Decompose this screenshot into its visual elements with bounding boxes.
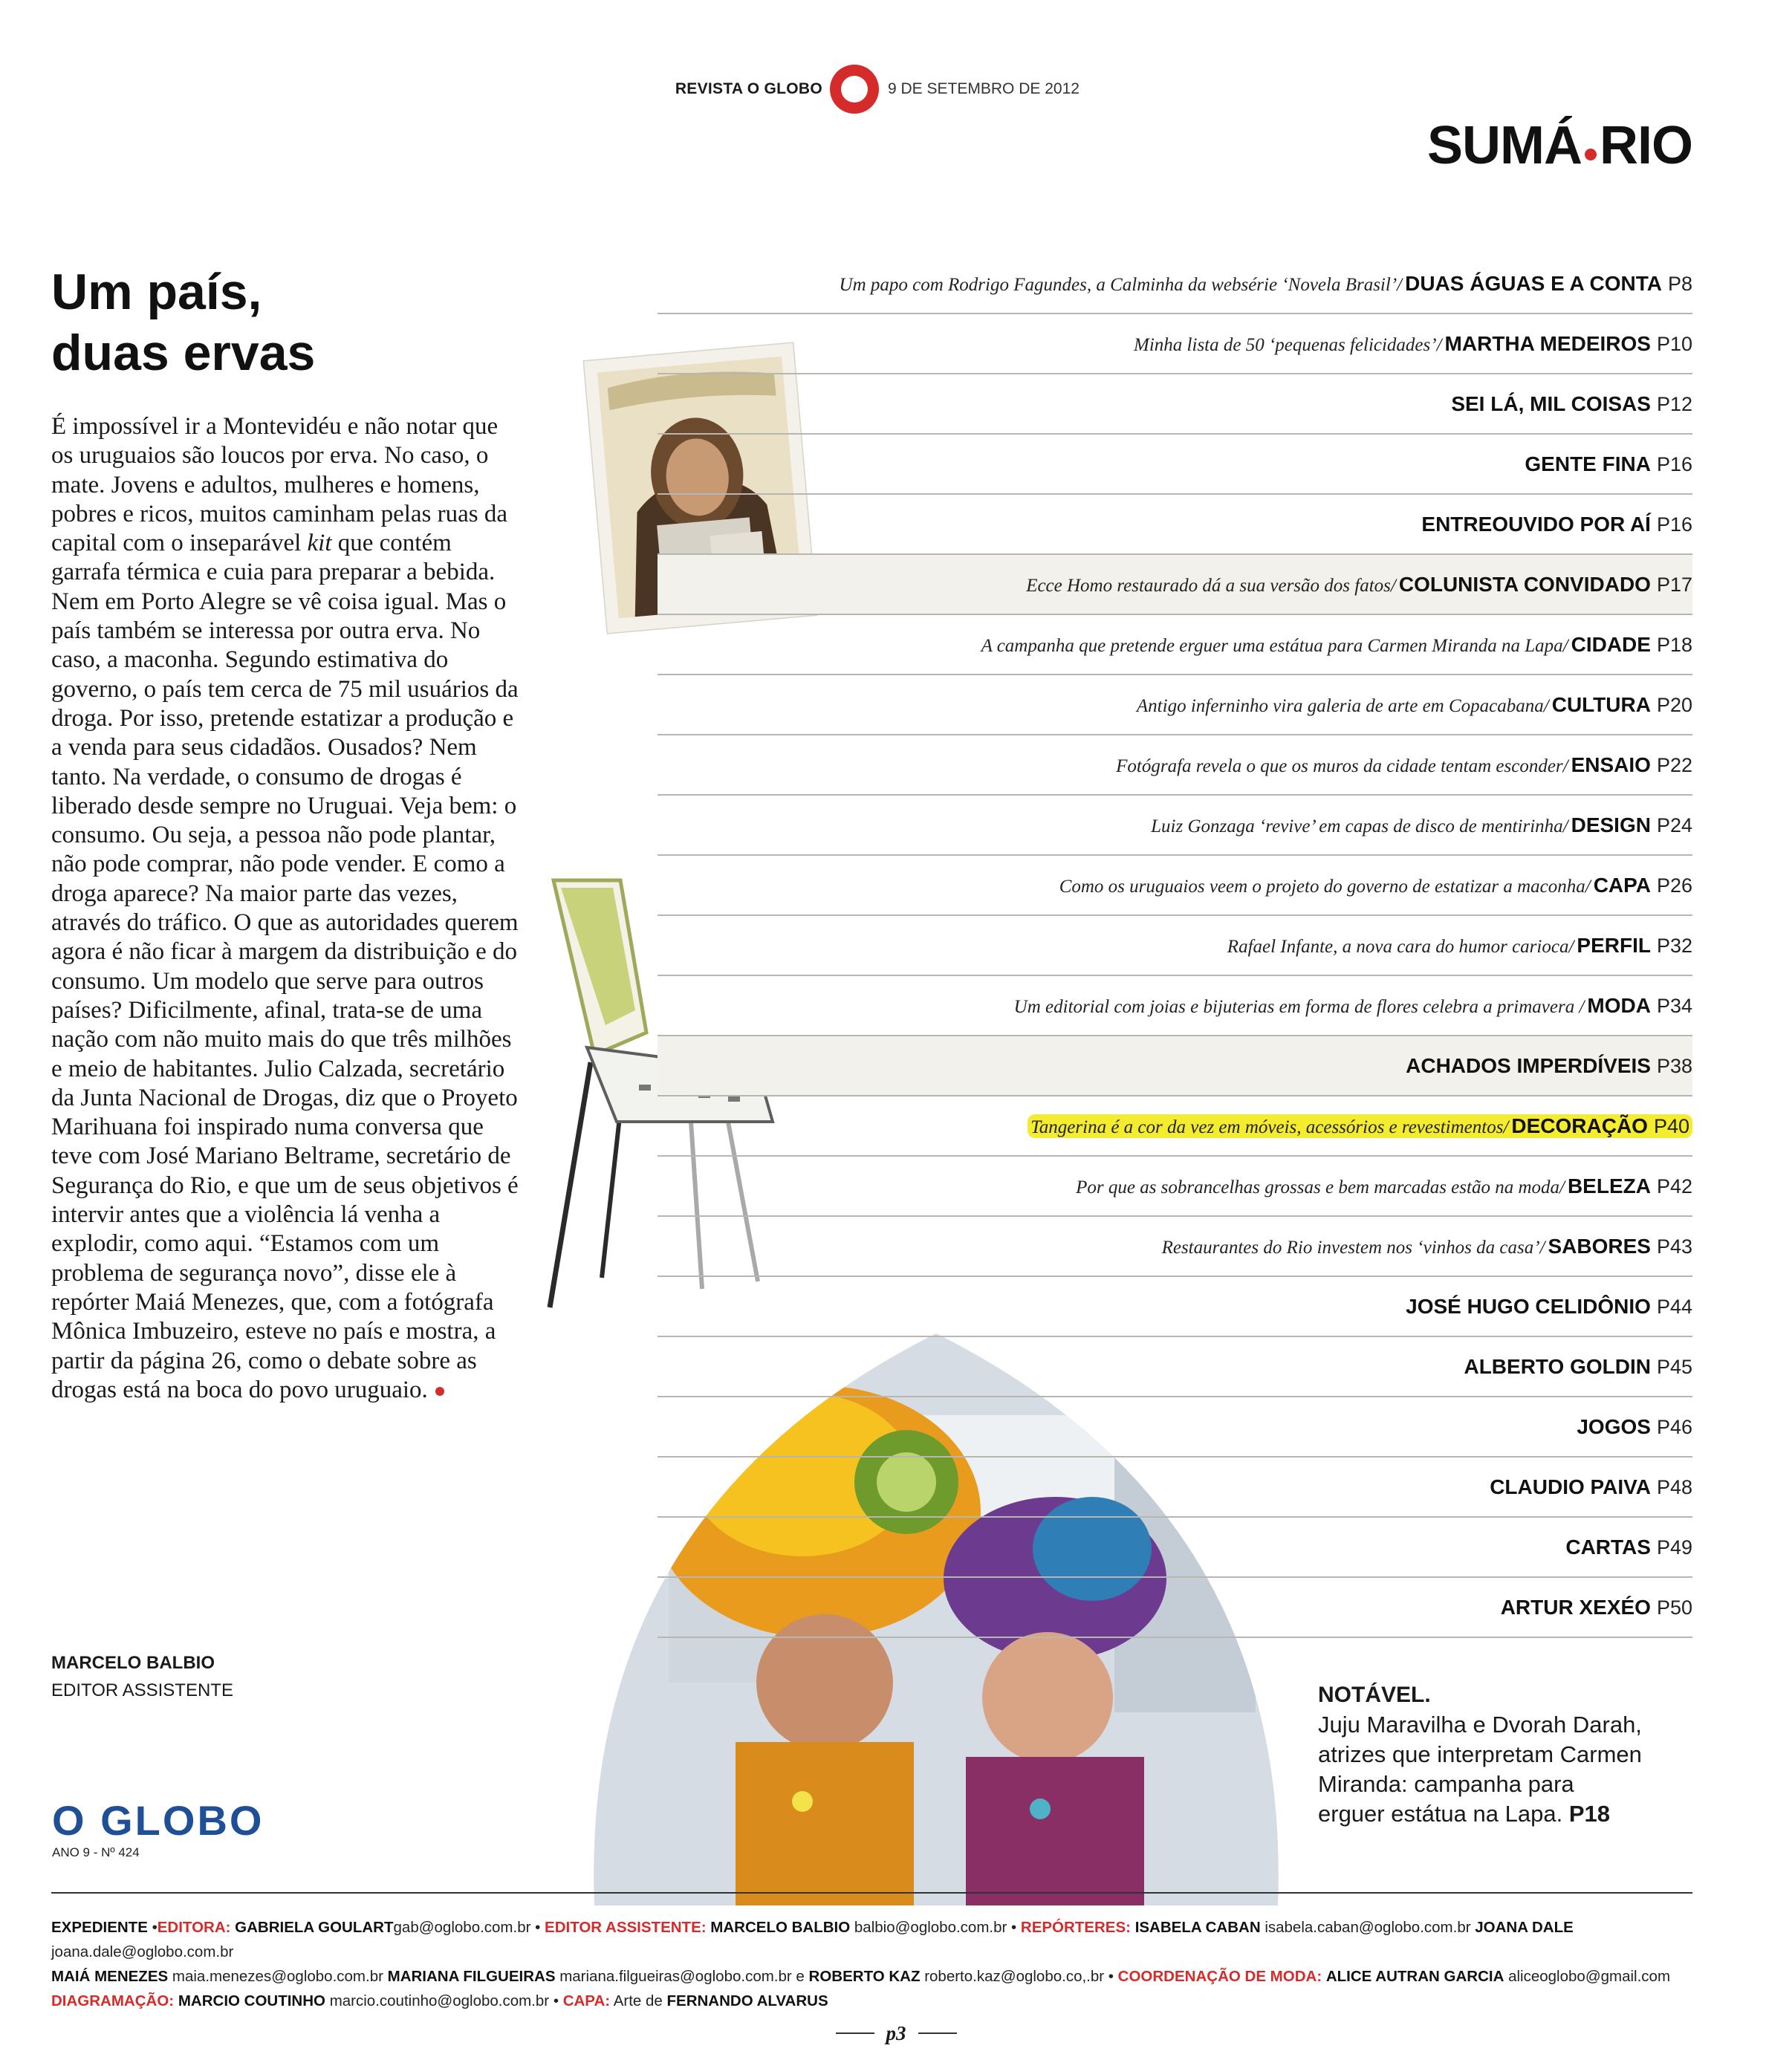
caption-title: NOTÁVEL. (1318, 1683, 1431, 1707)
toc-description: Por que as sobrancelhas grossas e bem marcadas estão na moda/ (1076, 1177, 1565, 1198)
toc-page-ref: P26 (1656, 874, 1692, 897)
toc-section: BELEZA (1567, 1174, 1651, 1198)
cover-label: CAPA: (562, 1992, 611, 2009)
toc-entry (1448, 392, 1692, 416)
toc-description: Minha lista de 50 ‘pequenas felicidades’/ (1134, 334, 1442, 355)
cover-artist: FERNANDO ALVARUS (666, 1992, 828, 2009)
toc-entry (1418, 513, 1692, 536)
toc-page-ref: P24 (1656, 813, 1692, 836)
editorial-title-line-2: duas ervas (51, 325, 316, 381)
toc-entry (1522, 452, 1692, 476)
expediente-divider (51, 1892, 1692, 1894)
editorial-text-kit: kit (307, 530, 332, 557)
title-dot-icon (1585, 149, 1597, 160)
toc-page-ref: P42 (1656, 1174, 1692, 1198)
toc-page-ref: P49 (1656, 1536, 1692, 1559)
toc-page-ref: P50 (1656, 1596, 1692, 1619)
toc-entry (1026, 573, 1692, 597)
toc-page-ref: P16 (1656, 452, 1692, 475)
toc-entry (981, 633, 1692, 657)
toc-page-ref: P44 (1656, 1295, 1692, 1318)
toc-page-ref: P10 (1656, 332, 1692, 355)
toc-description: Luiz Gonzaga ‘revive’ em capas de disco de mentirinha/ (1151, 816, 1568, 836)
toc-description: Ecce Homo restaurado dá a sua versão dos fatos/ (1026, 575, 1396, 596)
toc-section: DUAS ÁGUAS E A CONTA (1405, 271, 1662, 295)
photo-caption (1318, 1680, 1645, 1829)
toc-section: SABORES (1548, 1234, 1651, 1258)
toc-section: DECORAÇÃO (1511, 1114, 1648, 1137)
magazine-name: REVISTA O GLOBO (675, 80, 822, 97)
toc-row (658, 555, 1692, 615)
toc-entry (1227, 934, 1692, 958)
toc-description: Um editorial com joias e bijuterias em forma de flores celebra a primavera / (1013, 996, 1585, 1017)
toc-section: JOSÉ HUGO CELIDÔNIO (1406, 1294, 1651, 1318)
fashion-name: ALICE AUTRAN GARCIA (1325, 1968, 1504, 1985)
toc-row (658, 1217, 1692, 1277)
toc-entry (1487, 1475, 1692, 1499)
toc-row (658, 374, 1692, 435)
toc-page-ref: P40 (1653, 1114, 1689, 1137)
toc-row (658, 1397, 1692, 1458)
toc-entry (1151, 813, 1692, 837)
masthead (0, 59, 1792, 119)
toc-page-ref: P34 (1656, 994, 1692, 1017)
toc-row (658, 735, 1692, 796)
reporter-2-name: JOANA DALE (1475, 1919, 1574, 1936)
editorial-signature-role: EDITOR ASSISTENTE (51, 1680, 233, 1700)
toc-row (658, 1578, 1692, 1638)
toc-row (658, 615, 1692, 675)
toc-row (658, 1036, 1692, 1096)
editora-label: EDITORA: (157, 1919, 231, 1936)
end-mark-icon (435, 1387, 444, 1396)
toc-row (658, 495, 1692, 555)
toc-row (658, 856, 1692, 916)
toc-section: MODA (1587, 993, 1651, 1017)
reporter-2-email: joana.dale@oglobo.com.br (51, 1943, 234, 1960)
editora-name: GABRIELA GOULART (235, 1919, 394, 1936)
toc-section: GENTE FINA (1525, 452, 1651, 475)
toc-page-ref: P45 (1656, 1355, 1692, 1378)
toc-page-ref: P20 (1656, 693, 1692, 716)
page-title-part-1: SUMÁ (1426, 116, 1582, 175)
editorial-signature-name: MARCELO BALBIO (51, 1653, 215, 1673)
toc-section: CAPA (1593, 873, 1651, 897)
toc-entry (1134, 332, 1692, 356)
editorial-text-1: É impossível ir a Montevidéu e não notar que os uruguaios são loucos por erva. No caso, o mate. Jovens e adultos, mulheres e homens, pobres e ricos, muitos caminham pelas ruas da capital com o inseparável (51, 413, 507, 557)
toc-description: Antigo inferninho vira galeria de arte em Copacabana/ (1136, 695, 1549, 716)
toc-page-ref: P32 (1656, 934, 1692, 957)
toc-section: CIDADE (1571, 632, 1651, 656)
toc-section: CLAUDIO PAIVA (1490, 1475, 1651, 1498)
toc-row (658, 435, 1692, 495)
layout-email: marcio.coutinho@oglobo.com.br (329, 1992, 550, 2009)
reporter-3-name: MAIÁ MENEZES (51, 1968, 169, 1985)
assistant-label: EDITOR ASSISTENTE: (545, 1919, 707, 1936)
toc-entry (1403, 1295, 1692, 1319)
toc-description: Rafael Infante, a nova cara do humor carioca/ (1227, 936, 1574, 957)
toc-description: Um papo com Rodrigo Fagundes, a Calminha da websérie ‘Novela Brasil’/ (839, 274, 1403, 295)
page-number (0, 2022, 1792, 2045)
reporter-3-email: maia.menezes@oglobo.com.br (172, 1968, 383, 1985)
toc-page-ref: P18 (1656, 633, 1692, 656)
fashion-email: aliceoglobo@gmail.com (1508, 1968, 1671, 1985)
toc-section: PERFIL (1577, 933, 1651, 957)
folio-dash-right (918, 2032, 957, 2034)
reporter-1-name: ISABELA CABAN (1134, 1919, 1261, 1936)
toc-page-ref: P48 (1656, 1475, 1692, 1498)
expediente: EXPEDIENTE •EDITORA: GABRIELA GOULARTgab@oglobo.com.br • EDITOR ASSISTENTE: MARCELO BALBIO balbio@oglobo.com.br • REPÓRTERES: ISABELA CABAN isabela.caban@oglobo.com.br JOANA DALE joana.dale@oglobo.com.br MAIÁ MENEZES maia.menezes@oglobo.com.br MARIANA FILGUEIRAS mariana.filgueiras@oglobo.com.br e ROBERTO KAZ roberto.kaz@oglobo.co,.br • COORDENAÇÃO DE MODA: ALICE AUTRAN GARCIA aliceoglobo@gmail.com DIAGRAMAÇÃO: MARCIO COUTINHO marcio.coutinho@oglobo.com.br • CAPA: Arte de FERNANDO ALVARUS (51, 1919, 1671, 2009)
toc-row (658, 796, 1692, 856)
toc-page-ref: P8 (1667, 272, 1692, 295)
toc-section: ALBERTO GOLDIN (1464, 1354, 1651, 1378)
toc-section: MARTHA MEDEIROS (1444, 331, 1651, 355)
toc-row (658, 675, 1692, 735)
toc-row (658, 1518, 1692, 1578)
editorial-body (51, 412, 521, 1405)
caption-page-ref: P18 (1568, 1801, 1610, 1827)
reporter-4-name: MARIANA FILGUEIRAS (387, 1968, 556, 1985)
toc-page-ref: P43 (1656, 1235, 1692, 1258)
toc-entry (1076, 1174, 1692, 1198)
toc-section: SEI LÁ, MIL COISAS (1451, 391, 1651, 415)
toc-row (658, 1157, 1692, 1217)
globo-ring-logo-icon (825, 59, 884, 119)
editorial-title (51, 261, 527, 383)
toc-row (658, 976, 1692, 1036)
toc-section: DESIGN (1571, 813, 1651, 836)
toc-section: ACHADOS IMPERDÍVEIS (1406, 1053, 1651, 1077)
toc-section: ENSAIO (1571, 753, 1651, 776)
issue-number: ANO 9 - Nº 424 (52, 1845, 140, 1859)
editora-email: gab@oglobo.com.br (393, 1919, 531, 1936)
toc-section: JOGOS (1577, 1414, 1651, 1438)
issue-date: 9 DE SETEMBRO DE 2012 (888, 80, 1080, 97)
layout-name: MARCIO COUTINHO (178, 1992, 325, 2009)
cover-text: Arte de (613, 1992, 663, 2009)
toc-entry (1014, 994, 1692, 1018)
toc-section: COLUNISTA CONVIDADO (1398, 572, 1651, 596)
toc-page-ref: P22 (1656, 753, 1692, 776)
toc-entry (1574, 1415, 1692, 1439)
toc-page-ref: P12 (1656, 392, 1692, 415)
assistant-name: MARCELO BALBIO (710, 1919, 851, 1936)
toc-entry (1116, 753, 1692, 777)
toc-description: Restaurantes do Rio investem nos ‘vinhos da casa’/ (1161, 1237, 1545, 1258)
toc-row (658, 1277, 1692, 1337)
toc-page-ref: P38 (1656, 1054, 1692, 1077)
toc-entry (840, 272, 1692, 296)
toc-page-ref: P17 (1656, 573, 1692, 596)
toc-row (658, 1337, 1692, 1397)
toc-row (658, 314, 1692, 374)
toc-row (658, 254, 1692, 314)
toc-entry (1028, 1114, 1692, 1138)
toc-description: Tangerina é a cor da vez em móveis, acessórios e revestimentos/ (1030, 1117, 1509, 1137)
page-title-part-2: RIO (1599, 116, 1692, 175)
folio-dash-left (836, 2032, 874, 2034)
toc-section: ENTREOUVIDO POR AÍ (1421, 512, 1651, 536)
toc-entry (1498, 1596, 1692, 1619)
toc-section: CULTURA (1551, 692, 1651, 716)
editorial-text-2: que contém garrafa térmica e cuia para preparar a bebida. Nem em Porto Alegre se vê coisa igual. Mas o país também se interessa por outra erva. No caso, a maconha. Segundo estimativa do governo, o país tem cerca de 75 mil usuários da droga. Por isso, pretende estatizar a produção e a venda para seus cidadãos. Ousados? Nem tanto. Na verdade, o consumo de drogas é liberado desde sempre no Uruguai. Veja bem: o consumo. Ou seja, a pessoa não pode plantar, não pode comprar, não pode vender. E como a droga aparece? Na maior parte das vezes, através do tráfico. O que as autoridades querem agora é não ficar à margem da distribuição e do consumo. Um modelo que serve para outros países? Dificilmente, afinal, trata-se de uma nação com não muito mais do que três milhões e meio de habitantes. Julio Calzada, secretário da Junta Nacional de Drogas, diz que o Proyeto Marihuana foi inspirado numa conversa que teve com José Mariano Beltrame, secretário de Segurança do Rio, e que um de seus objetivos é intervir antes que a violência lá venha a explodir, como aqui. “Estamos com um problema de segurança novo”, disse ele à repórter Maiá Menezes, que, com a fotógrafa Mônica Imbuzeiro, esteve no país e mostra, a partir da página 26, como o debate sobre as drogas está na boca do povo uruguaio. (51, 530, 519, 1403)
page-number-text: p3 (886, 2022, 906, 2044)
layout-label: DIAGRAMAÇÃO: (51, 1992, 175, 2009)
toc-entry (1562, 1536, 1692, 1559)
toc-entry (1137, 693, 1692, 717)
reporters-label: REPÓRTERES: (1020, 1919, 1131, 1936)
toc-section: ARTUR XEXÉO (1500, 1595, 1651, 1619)
toc-entry (1403, 1054, 1692, 1078)
toc-row (658, 916, 1692, 976)
editorial-title-line-1: Um país, (51, 264, 262, 320)
assistant-email: balbio@oglobo.com.br (854, 1919, 1007, 1936)
toc-entry (1162, 1235, 1692, 1258)
reporter-5-name: ROBERTO KAZ (808, 1968, 921, 1985)
toc-page-ref: P16 (1656, 513, 1692, 536)
reporter-5-email: roberto.kaz@oglobo.co,.br (924, 1968, 1105, 1985)
o-globo-logo: O GLOBO (52, 1797, 264, 1844)
toc-description: Fotógrafa revela o que os muros da cidade tentam esconder/ (1116, 755, 1568, 776)
toc-section: CARTAS (1565, 1535, 1651, 1559)
fashion-label: COORDENAÇÃO DE MODA: (1117, 1968, 1322, 1985)
reporter-4-email: mariana.filgueiras@oglobo.com.br (559, 1968, 792, 1985)
caption-text: Juju Maravilha e Dvorah Darah, atrizes que interpretam Carmen Miranda: campanha para erguer estátua na Lapa. (1318, 1712, 1642, 1827)
toc-description: A campanha que pretende erguer uma estátua para Carmen Miranda na Lapa/ (981, 635, 1568, 656)
toc-entry (1059, 874, 1692, 897)
toc-row (658, 1458, 1692, 1518)
toc-row (658, 1096, 1692, 1157)
toc-page-ref: P46 (1656, 1415, 1692, 1438)
toc-entry (1461, 1355, 1692, 1379)
expediente-label: EXPEDIENTE (51, 1919, 148, 1936)
table-of-contents (658, 254, 1692, 1638)
and-word: e (796, 1968, 805, 1985)
reporter-1-email: isabela.caban@oglobo.com.br (1265, 1919, 1471, 1936)
toc-description: Como os uruguaios veem o projeto do governo de estatizar a maconha/ (1059, 876, 1591, 897)
page-title (1427, 115, 1692, 176)
